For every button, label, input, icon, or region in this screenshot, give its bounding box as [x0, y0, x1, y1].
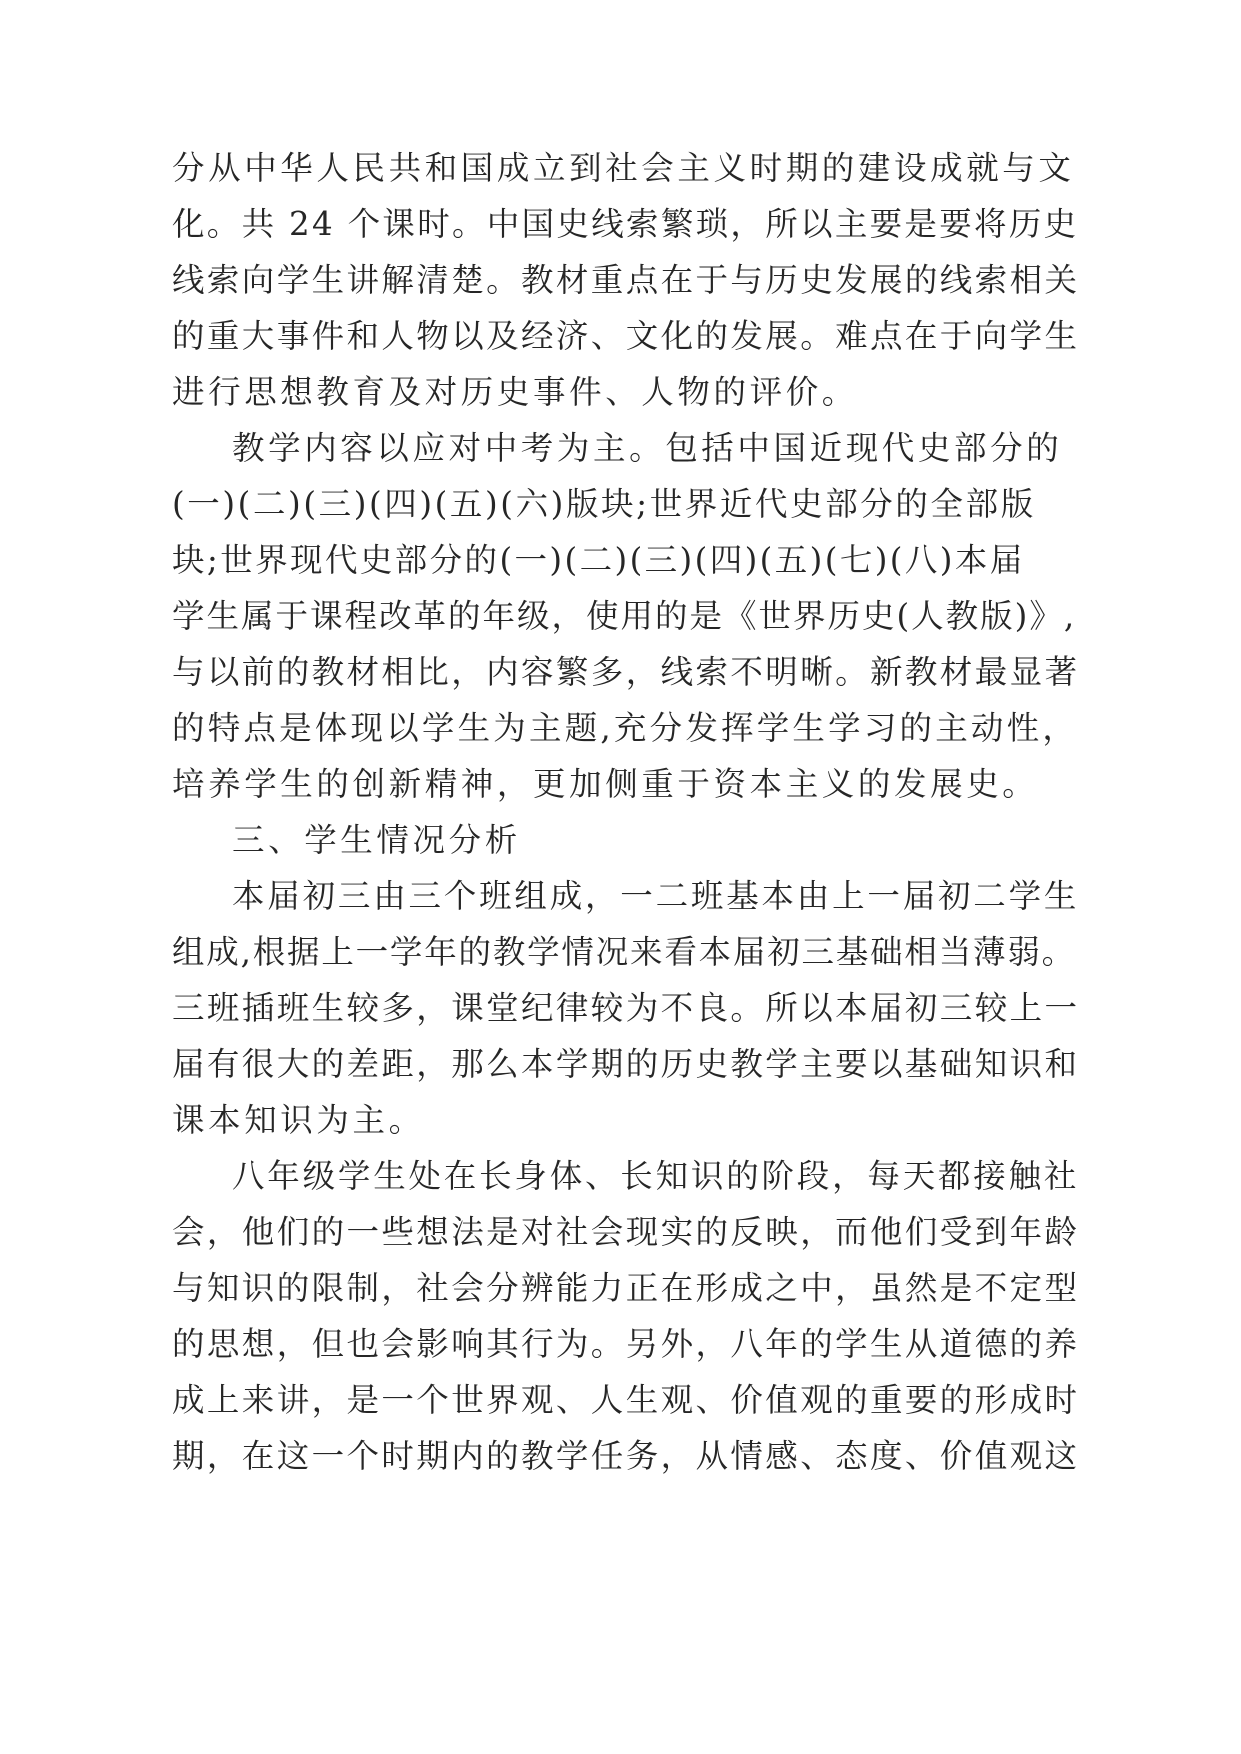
- text-line: 学生属于课程改革的年级，使用的是《世界历史(人教版)》,: [172, 597, 1077, 635]
- text-line: 培养学生的创新精神，更加侧重于资本主义的发展史。: [172, 765, 1039, 803]
- text-line: 期，在这一个时期内的教学任务，从情感、态度、价值观这: [172, 1437, 1080, 1475]
- text-line: 分从中华人民共和国成立到社会主义时期的建设成就与文: [172, 149, 1075, 187]
- text-line: 进行思想教育及对历史事件、人物的评价。: [172, 373, 858, 411]
- text-line: 的重大事件和人物以及经济、文化的发展。难点在于向学生: [172, 317, 1080, 355]
- text-line: 的特点是体现以学生为主题,充分发挥学生学习的主动性，: [172, 709, 1079, 747]
- text-line: 组成,根据上一学年的教学情况来看本届初三基础相当薄弱。: [172, 933, 1076, 971]
- text-line: 块;世界现代史部分的(一)(二)(三)(四)(五)(七)(八)本届: [172, 541, 1025, 579]
- section-heading: 三、学生情况分析: [232, 821, 521, 859]
- text-line: (一)(二)(三)(四)(五)(六)版块;世界近代史部分的全部版: [172, 485, 1036, 523]
- text-line: 与知识的限制，社会分辨能力正在形成之中，虽然是不定型: [172, 1269, 1080, 1307]
- text-line: 八年级学生处在长身体、长知识的阶段，每天都接触社: [232, 1157, 1080, 1195]
- text-line: 三班插班生较多，课堂纪律较为不良。所以本届初三较上一: [172, 989, 1080, 1027]
- text-line: 成上来讲，是一个世界观、人生观、价值观的重要的形成时: [172, 1381, 1080, 1419]
- text-line: 课本知识为主。: [172, 1101, 425, 1139]
- text-line: 本届初三由三个班组成，一二班基本由上一届初二学生: [232, 877, 1080, 915]
- text-line: 与以前的教材相比，内容繁多，线索不明晰。新教材最显著: [172, 653, 1080, 691]
- text-line: 届有很大的差距，那么本学期的历史教学主要以基础知识和: [172, 1045, 1080, 1083]
- text-line: 会，他们的一些想法是对社会现实的反映，而他们受到年龄: [172, 1213, 1080, 1251]
- text-line: 教学内容以应对中考为主。包括中国近现代史部分的: [232, 429, 1063, 467]
- text-line: 的思想，但也会影响其行为。另外，八年的学生从道德的养: [172, 1325, 1080, 1363]
- text-line: 化。共 24 个课时。中国史线索繁琐，所以主要是要将历史: [172, 205, 1079, 243]
- text-line: 线索向学生讲解清楚。教材重点在于与历史发展的线索相关: [172, 261, 1080, 299]
